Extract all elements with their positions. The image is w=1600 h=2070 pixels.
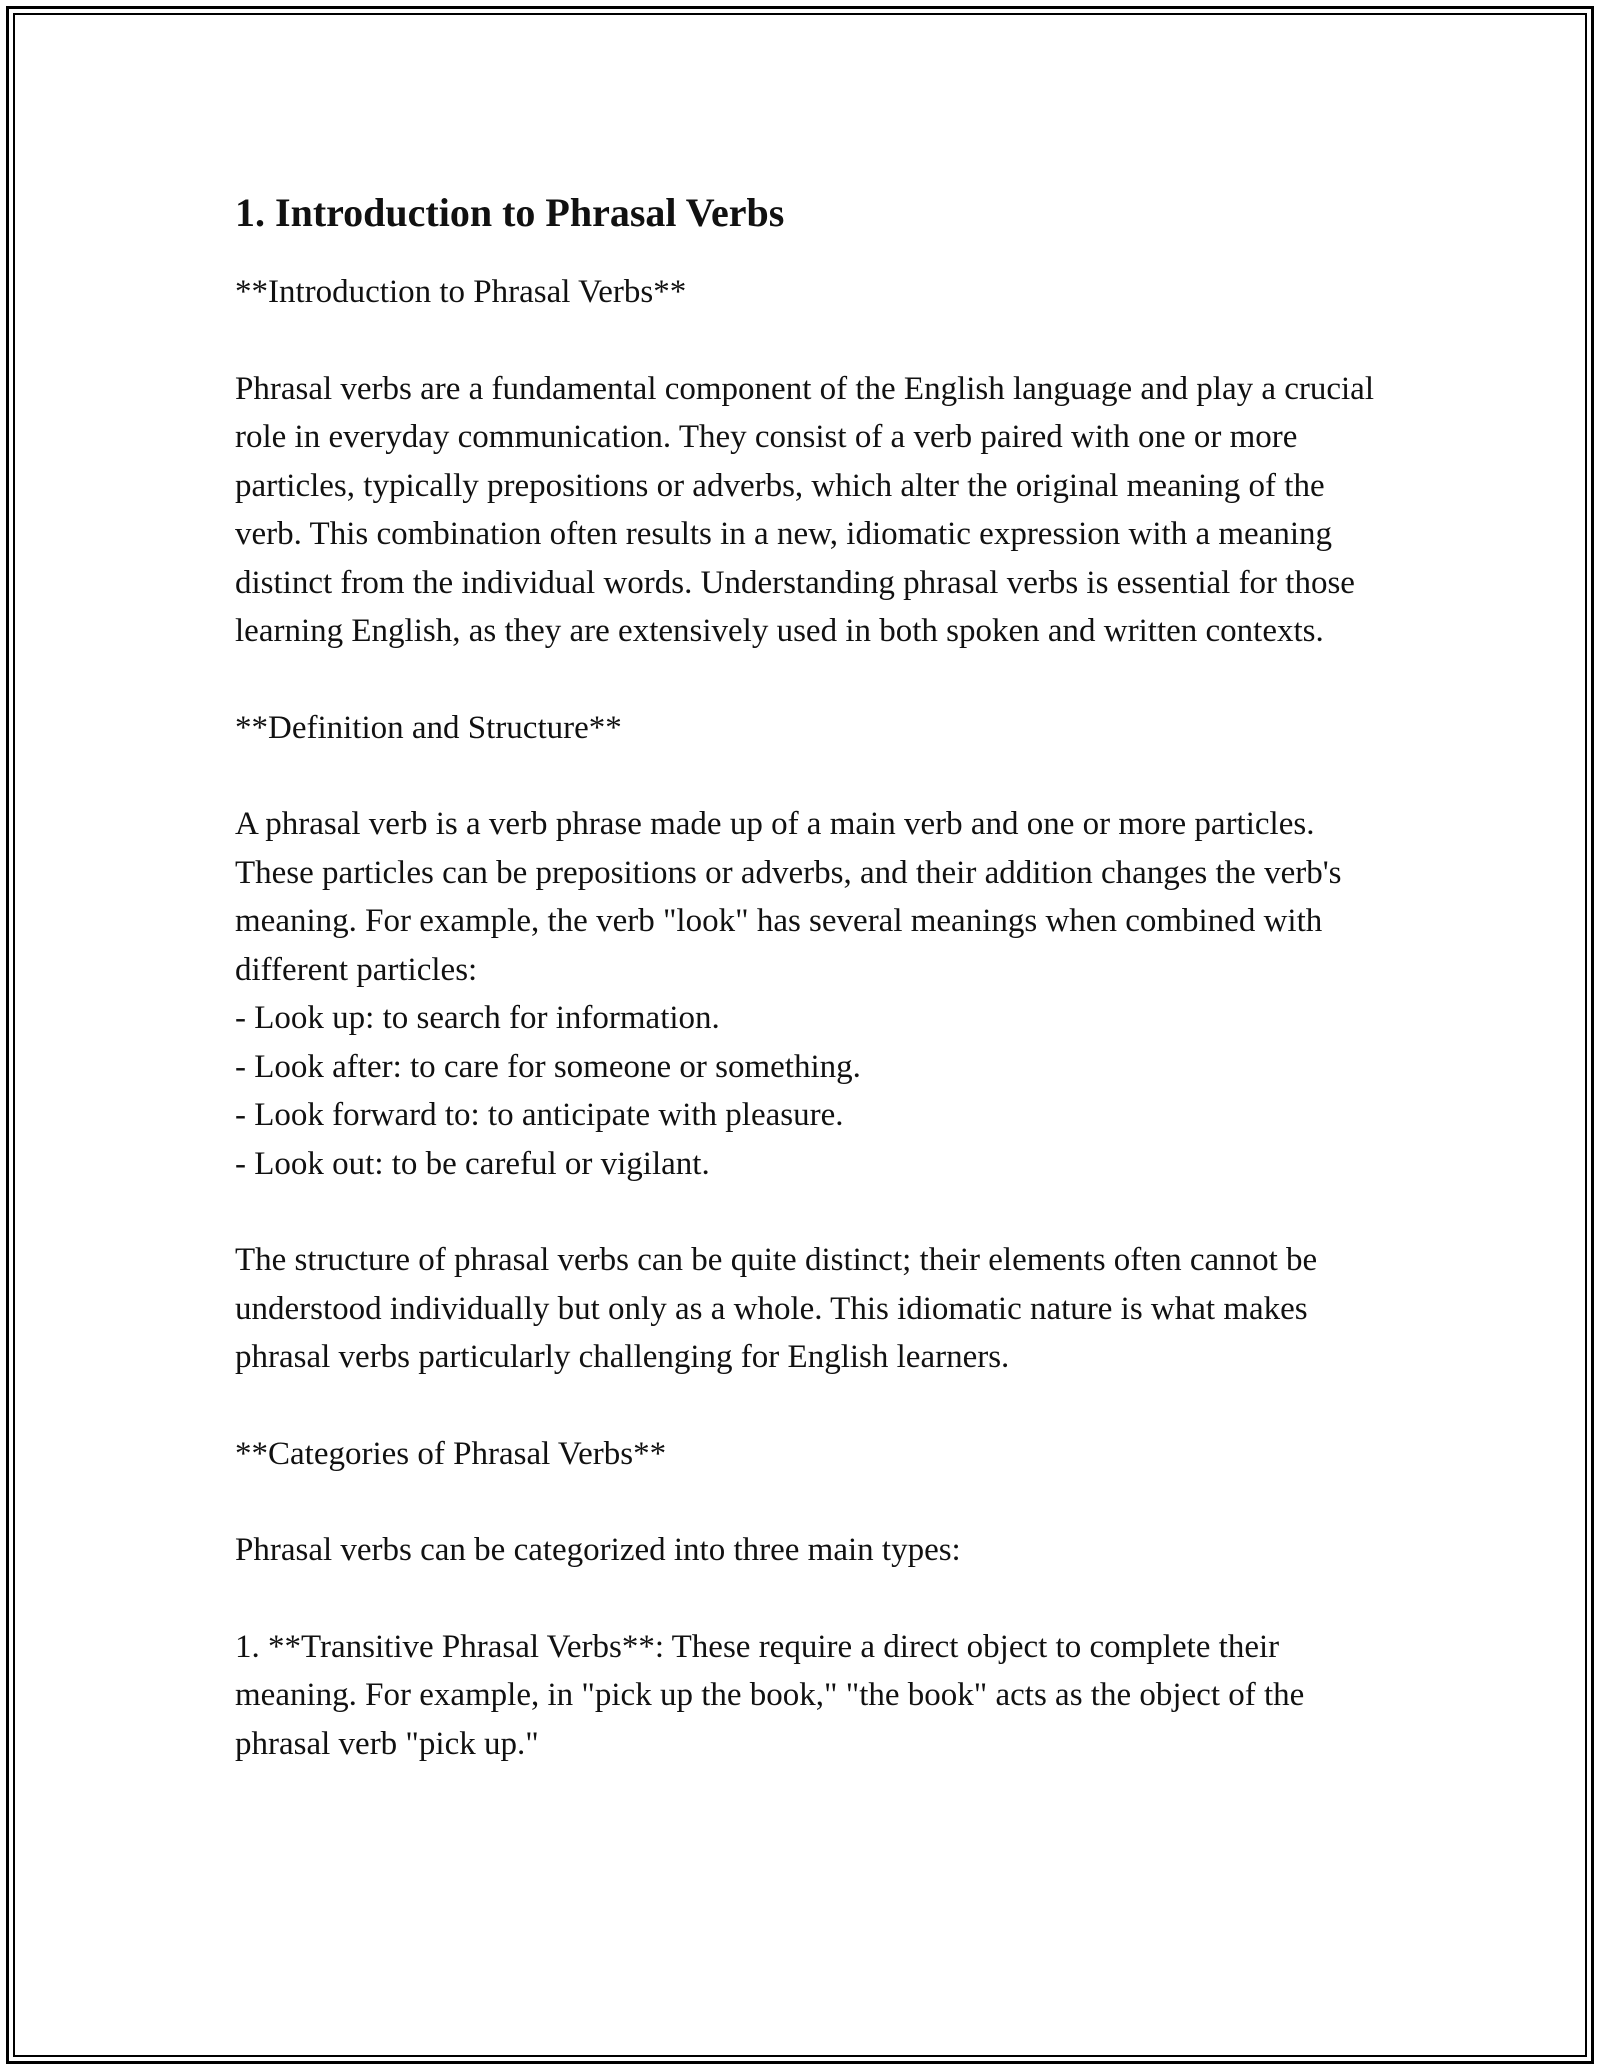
list-item: - Look out: to be careful or vigilant. [235, 1145, 710, 1182]
paragraph-intro: Phrasal verbs are a fundamental component of the English language and play a crucial role in everyday communication. They consist of a verb paired with one or more particles, typically prepositions or adverbs, which alter the original meaning of the verb. This combination often results in a new, idiomatic expression with a meaning distinct from the individual words. Understanding phrasal verbs is essential for those learning English, as they are extensively used in both spoken and written contexts. [235, 370, 1374, 649]
examples-list [235, 994, 1375, 1188]
paragraph-structure: The structure of phrasal verbs can be quite distinct; their elements often cannot be understood individually but only as a whole. This idiomatic nature is what makes phrasal verbs particularly challenging for English learners. [235, 1242, 1318, 1375]
subheading-intro: **Introduction to Phrasal Verbs** [235, 274, 687, 310]
paragraph-transitive: 1. **Transitive Phrasal Verbs**: These require a direct object to complete their meaning. For example, in "pick up the book," "the book" acts as the object of the phrasal verb "pick up." [235, 1628, 1305, 1762]
section-heading: 1. Introduction to Phrasal Verbs [235, 190, 785, 235]
document-content [235, 186, 1375, 1816]
subheading-definition: **Definition and Structure** [235, 709, 622, 746]
list-item: - Look up: to search for information. [235, 1000, 720, 1036]
subheading-categories: **Categories of Phrasal Verbs** [235, 1435, 667, 1472]
list-item: - Look after: to care for someone or something. [235, 1048, 861, 1085]
list-item: - Look forward to: to anticipate with pleasure. [235, 1097, 844, 1133]
paragraph-categories: Phrasal verbs can be categorized into three main types: [235, 1532, 961, 1568]
paragraph-definition: A phrasal verb is a verb phrase made up of a main verb and one or more particles. These particles can be prepositions or adverbs, and their addition changes the verb's meaning. For example, the verb "look" has several meanings when combined with different particles: [235, 806, 1342, 988]
